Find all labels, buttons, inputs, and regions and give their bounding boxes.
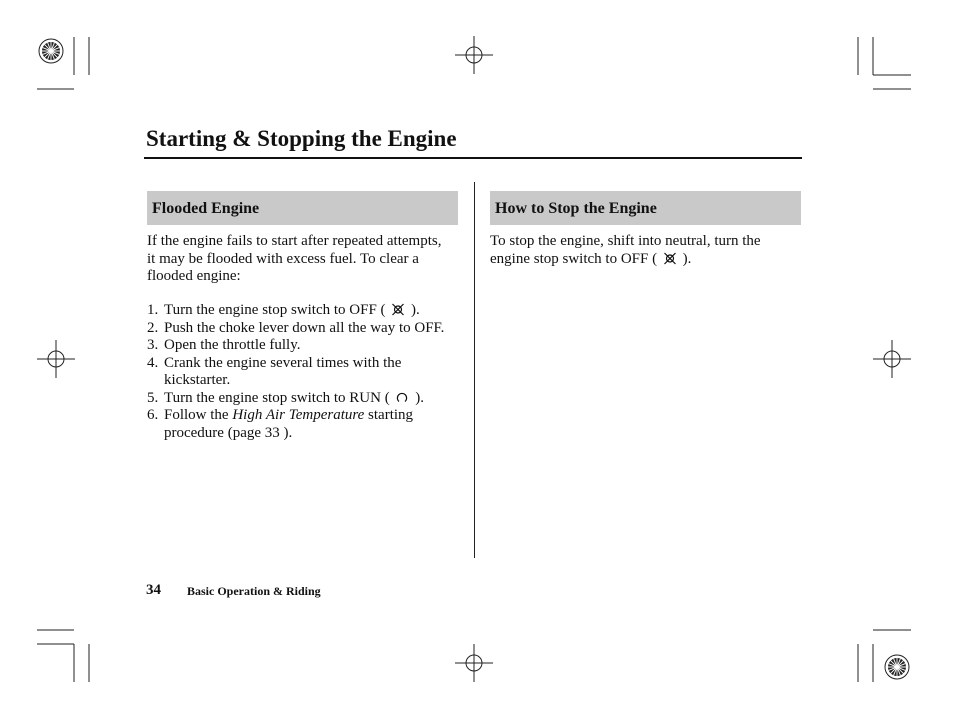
engine-stop-off-icon [391, 303, 405, 316]
list-item: 6. Follow the High Air Temperature starting procedure (page 33 ). [147, 407, 414, 441]
page-title: Starting & Stopping the Engine [146, 126, 457, 151]
list-item: 3. Open the throttle fully. [147, 337, 301, 353]
page-number: 34 [146, 582, 161, 598]
engine-stop-off-icon [663, 252, 677, 265]
list-item: 2. Push the choke lever down all the way to OFF. [147, 319, 445, 336]
stop-engine-text: To stop the engine, shift into neutral, turn the engine stop switch to OFF ( ). [490, 233, 761, 267]
title-underline [144, 157, 802, 159]
stop-engine-heading: How to Stop the Engine [490, 191, 801, 225]
section-name: Basic Operation & Riding [187, 584, 321, 598]
flooded-engine-heading: Flooded Engine [147, 191, 458, 225]
engine-run-icon [395, 391, 409, 404]
list-item: 1. Turn the engine stop switch to OFF ( ). [147, 302, 420, 318]
list-item: 4. Crank the engine several times with the kickstarter. [147, 354, 402, 388]
cross-reference-title: High Air Temperature [232, 407, 365, 423]
flooded-engine-steps [147, 302, 447, 442]
flooded-engine-intro: If the engine fails to start after repeated attempts, it may be flooded with excess fuel. To clear a flooded engine: [147, 233, 442, 284]
list-item: 5. Turn the engine stop switch to RUN ( ). [147, 389, 424, 406]
column-divider [474, 182, 475, 558]
